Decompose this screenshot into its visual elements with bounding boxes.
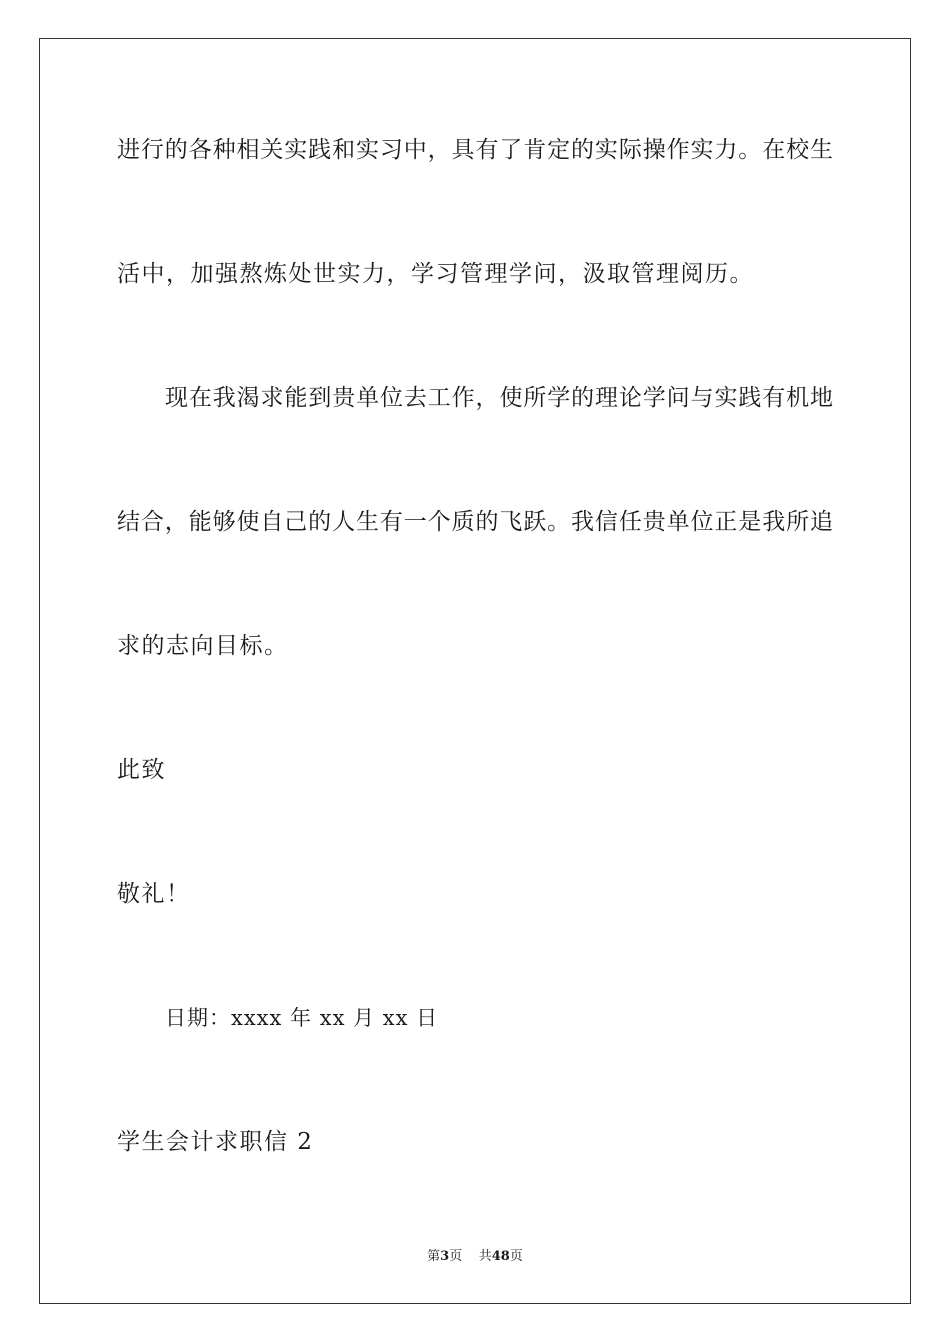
date-line: 日期：xxxx 年 xx 月 xx 日: [165, 1006, 439, 1030]
section-title: 学生会计求职信 2: [117, 1129, 314, 1155]
body-line-2: 活中，加强熬炼处世实力，学习管理学问，汲取管理阅历。: [117, 261, 754, 287]
page-number: 3: [440, 1249, 450, 1264]
page-border: [39, 38, 911, 1304]
page-prefix: 第: [427, 1249, 441, 1264]
total-suffix: 页: [509, 1249, 523, 1264]
total-prefix: 共: [478, 1249, 492, 1264]
body-line-4: 结合，能够使自己的人生有一个质的飞跃。我信任贵单位正是我所追: [117, 509, 833, 535]
closing-salutation: 此致: [117, 757, 166, 783]
closing-regards: 敬礼！: [117, 881, 191, 907]
body-line-3: 现在我渴求能到贵单位去工作，使所学的理论学问与实践有机地: [165, 385, 833, 411]
page-footer: [0, 1248, 950, 1266]
total-pages: 48: [491, 1249, 510, 1264]
body-line-1: 进行的各种相关实践和实习中，具有了肯定的实际操作实力。在校生: [117, 137, 833, 163]
body-line-5: 求的志向目标。: [117, 633, 289, 659]
page-suffix: 页: [449, 1249, 463, 1264]
